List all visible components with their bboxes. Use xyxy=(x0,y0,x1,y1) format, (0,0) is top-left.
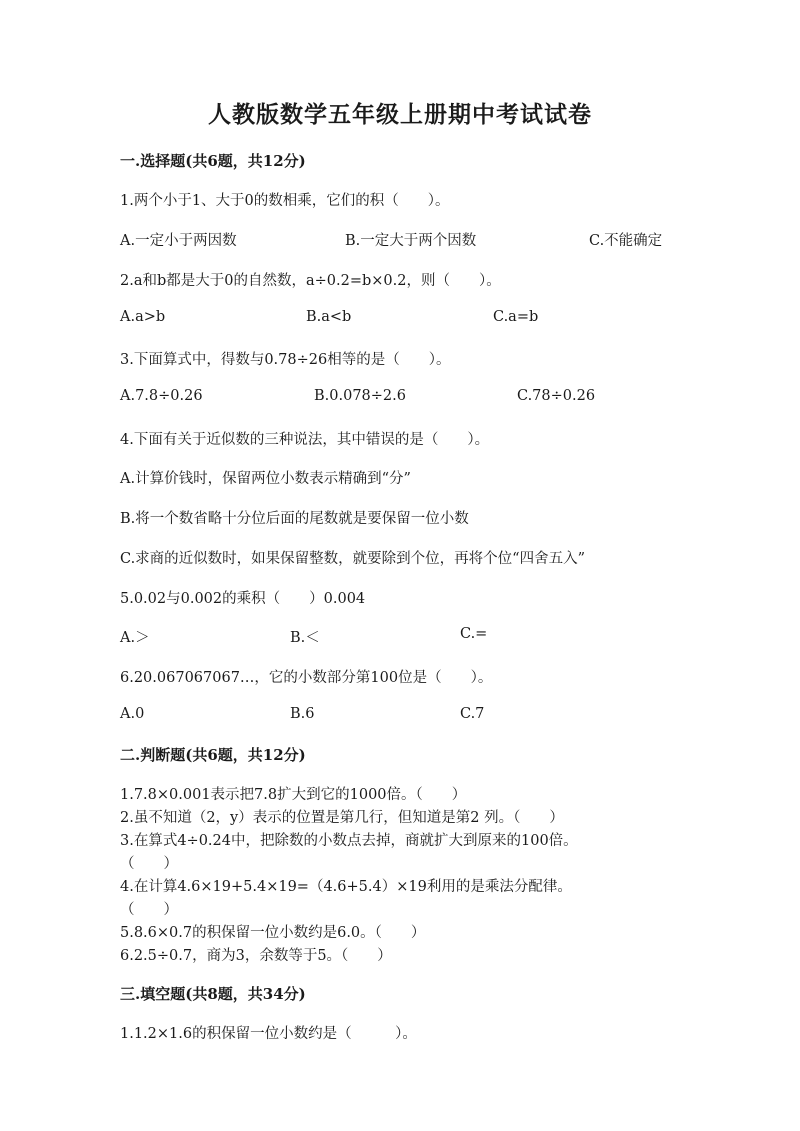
judgment-line: 2.虽不知道（2，y）表示的位置是第几行，但知道是第2 列。（ ） xyxy=(120,810,564,826)
option-a: A.一定小于两因数 xyxy=(120,233,237,249)
question-text: 2.a和b都是大于0的自然数，a÷0.2=b×0.2，则（ ）。 xyxy=(120,273,501,289)
judgment-line: 4.在计算4.6×19+5.4×19=（4.6+5.4）×19利用的是乘法分配律。 xyxy=(120,879,572,895)
question-text: 1.两个小于1、大于0的数相乘，它们的积（ ）。 xyxy=(120,193,450,209)
option-a: A.＞ xyxy=(120,630,150,646)
page-title: 人教版数学五年级上册期中考试试卷 xyxy=(208,101,592,128)
question-text: 3.下面算式中，得数与0.78÷26相等的是（ ）。 xyxy=(120,352,451,368)
option-c: C.a=b xyxy=(493,309,539,325)
option-b: B.a<b xyxy=(306,309,352,325)
section-heading-judgment: 二.判断题(共6题，共12分) xyxy=(120,746,306,764)
question-text: 4.下面有关于近似数的三种说法，其中错误的是（ ）。 xyxy=(120,432,490,448)
judgment-line: （ ） xyxy=(120,856,178,872)
question-text: 5.0.02与0.002的乘积（ ）0.004 xyxy=(120,591,366,607)
fill-in-line: 1.1.2×1.6的积保留一位小数约是（ ）。 xyxy=(120,1026,417,1042)
option-c: C.78÷0.26 xyxy=(517,388,596,404)
judgment-line: 3.在算式4÷0.24中，把除数的小数点去掉，商就扩大到原来的100倍。 xyxy=(120,833,578,849)
option-a: A.7.8÷0.26 xyxy=(120,388,203,404)
option-b: B.一定大于两个因数 xyxy=(345,233,477,249)
option-c: C.不能确定 xyxy=(589,233,663,249)
option-a: A.计算价钱时，保留两位小数表示精确到“分” xyxy=(120,471,411,487)
option-b: B.6 xyxy=(290,706,315,722)
option-b: B.将一个数省略十分位后面的尾数就是要保留一位小数 xyxy=(120,511,469,527)
option-b: B.0.078÷2.6 xyxy=(314,388,406,404)
section-heading-fill-in: 三.填空题(共8题，共34分) xyxy=(120,985,306,1003)
option-a: A.a>b xyxy=(120,309,166,325)
judgment-line: 5.8.6×0.7的积保留一位小数约是6.0。（ ） xyxy=(120,925,426,941)
option-a: A.0 xyxy=(120,706,145,722)
question-text: 6.20.067067067…，它的小数部分第100位是（ ）。 xyxy=(120,670,493,686)
option-c: C.7 xyxy=(460,706,485,722)
option-b: B.＜ xyxy=(290,630,320,646)
option-c: C.= xyxy=(460,626,488,642)
judgment-line: 1.7.8×0.001表示把7.8扩大到它的1000倍。（ ） xyxy=(120,787,467,803)
judgment-line: 6.2.5÷0.7，商为3，余数等于5。（ ） xyxy=(120,948,392,964)
judgment-line: （ ） xyxy=(120,902,178,918)
option-c: C.求商的近似数时，如果保留整数，就要除到个位，再将个位“四舍五入” xyxy=(120,551,586,567)
section-heading-choice: 一.选择题(共6题，共12分) xyxy=(120,152,306,170)
